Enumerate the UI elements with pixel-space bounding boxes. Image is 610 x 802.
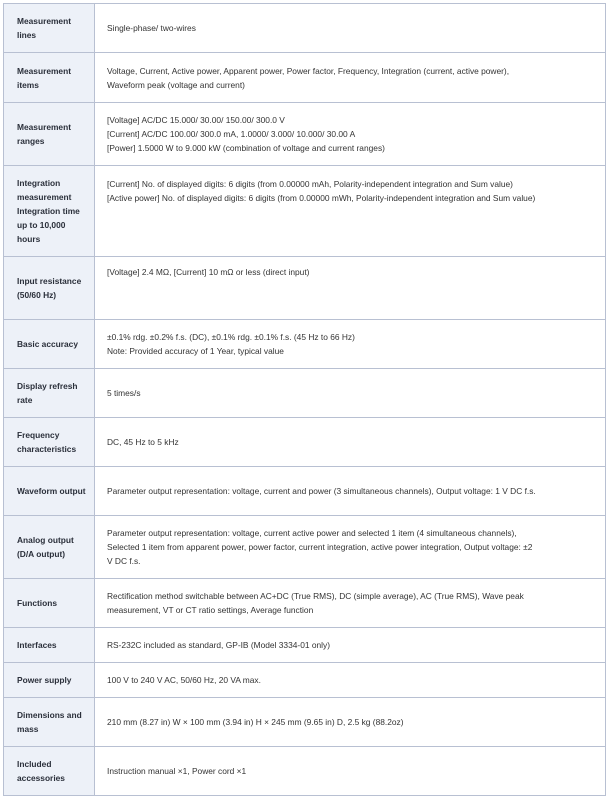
spec-value — [95, 166, 606, 257]
value-line: 100 V to 240 V AC, 50/60 Hz, 20 VA max. — [107, 675, 261, 685]
spec-value — [95, 418, 606, 467]
spec-row — [4, 257, 606, 320]
spec-row — [4, 698, 606, 747]
spec-value — [95, 663, 606, 698]
spec-label: Included accessories — [4, 747, 95, 796]
spec-label: Measurement lines — [4, 4, 95, 53]
spec-value — [95, 257, 606, 320]
value-line: Single-phase/ two-wires — [107, 23, 196, 33]
spec-row — [4, 747, 606, 796]
spec-label: Measurement items — [4, 53, 95, 103]
spec-row — [4, 166, 606, 257]
value-line: [Current] No. of displayed digits: 6 digits (from 0.00000 mAh, Polarity-independent integration and Sum value) — [107, 179, 513, 189]
spec-value — [95, 4, 606, 53]
spec-value — [95, 628, 606, 663]
value-line: measurement, VT or CT ratio settings, Average function — [107, 605, 314, 615]
value-line: [Voltage] 2.4 MΩ, [Current] 10 mΩ or less (direct input) — [107, 267, 310, 277]
value-line: 5 times/s — [107, 388, 141, 398]
value-line: 210 mm (8.27 in) W × 100 mm (3.94 in) H × 245 mm (9.65 in) D, 2.5 kg (88.2oz) — [107, 717, 404, 727]
spec-label: Integration measurement Integration time up to 10,000 hours — [4, 166, 95, 257]
spec-row — [4, 467, 606, 516]
value-line: [Current] AC/DC 100.00/ 300.0 mA, 1.0000/ 3.000/ 10.000/ 30.00 A — [107, 129, 356, 139]
spec-label: Power supply — [4, 663, 95, 698]
value-line: [Active power] No. of displayed digits: 6 digits (from 0.00000 mWh, Polarity-independent integration and Sum value) — [107, 193, 536, 203]
value-line: Note: Provided accuracy of 1 Year, typical value — [107, 346, 284, 356]
spec-row — [4, 418, 606, 467]
spec-table — [3, 3, 606, 796]
spec-value — [95, 103, 606, 166]
spec-row — [4, 103, 606, 166]
spec-label: Basic accuracy — [4, 320, 95, 369]
spec-row — [4, 516, 606, 579]
value-line: Rectification method switchable between AC+DC (True RMS), DC (simple average), AC (True RMS), Wave peak — [107, 591, 524, 601]
value-line: Instruction manual ×1, Power cord ×1 — [107, 766, 247, 776]
spec-value — [95, 698, 606, 747]
value-line: DC, 45 Hz to 5 kHz — [107, 437, 179, 447]
spec-row — [4, 663, 606, 698]
spec-row — [4, 53, 606, 103]
value-line: [Voltage] AC/DC 15.000/ 30.00/ 150.00/ 300.0 V — [107, 115, 285, 125]
value-line: Parameter output representation: voltage, current active power and selected 1 item (4 simultaneous channels), — [107, 528, 517, 538]
value-line: Voltage, Current, Active power, Apparent power, Power factor, Frequency, Integration (current, active power), — [107, 65, 510, 76]
spec-label: Display refresh rate — [4, 369, 95, 418]
spec-label: Interfaces — [4, 628, 95, 663]
value-line: [Power] 1.5000 W to 9.000 kW (combination of voltage and current ranges) — [107, 143, 385, 153]
spec-value — [95, 579, 606, 628]
spec-row — [4, 628, 606, 663]
value-line: RS-232C included as standard, GP-IB (Model 3334-01 only) — [107, 640, 330, 650]
value-line: ±0.1% rdg. ±0.2% f.s. (DC), ±0.1% rdg. ±0.1% f.s. (45 Hz to 66 Hz) — [107, 332, 355, 342]
value-line: Waveform peak (voltage and current) — [107, 79, 245, 90]
value-line: Parameter output representation: voltage, current and power (3 simultaneous channels), Output voltage: 1 V DC f.s. — [107, 486, 536, 496]
spec-label: Input resistance (50/60 Hz) — [4, 257, 95, 320]
spec-value — [95, 516, 606, 579]
spec-row — [4, 4, 606, 53]
spec-label: Dimensions and mass — [4, 698, 95, 747]
spec-label: Functions — [4, 579, 95, 628]
spec-label: Waveform output — [4, 467, 95, 516]
spec-value — [95, 747, 606, 796]
value-line: V DC f.s. — [107, 556, 141, 566]
spec-label: Measurement ranges — [4, 103, 95, 166]
spec-value — [95, 53, 606, 103]
spec-row — [4, 579, 606, 628]
spec-label: Analog output (D/A output) — [4, 516, 95, 579]
spec-value — [95, 369, 606, 418]
spec-row — [4, 320, 606, 369]
value-line: Selected 1 item from apparent power, power factor, current integration, active power integration, Output voltage: ±2 — [107, 542, 533, 552]
spec-label: Frequency characteristics — [4, 418, 95, 467]
spec-value — [95, 320, 606, 369]
spec-value — [95, 467, 606, 516]
spec-row — [4, 369, 606, 418]
